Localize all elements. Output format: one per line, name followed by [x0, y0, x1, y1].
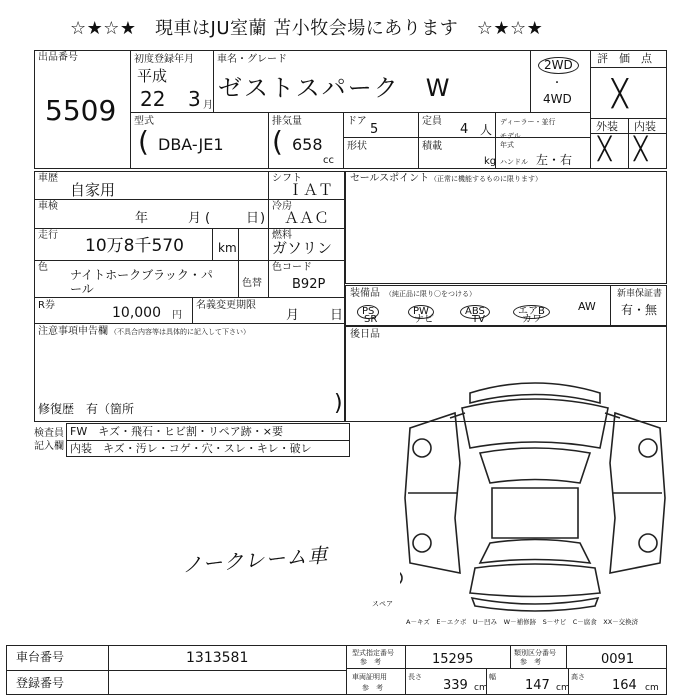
car-rear-bumper	[472, 598, 598, 611]
type-approval-value: 15295	[432, 652, 474, 667]
inspection-month: 月	[188, 211, 202, 226]
usage-value: 自家用	[70, 181, 116, 199]
load-label: 積載	[422, 141, 442, 152]
doors-value: 5	[370, 122, 379, 137]
usage-label: 車歴	[38, 173, 58, 184]
equip-sr: SR	[364, 314, 378, 325]
repair-history: 修復歴 有（箇所	[38, 402, 135, 416]
inspection-year: 年	[135, 211, 149, 226]
header-banner: ☆★☆★ 現車はJU室蘭 苫小牧会場にあります ☆★☆★	[70, 18, 544, 39]
sales-point-label: セールスポイント	[350, 173, 430, 184]
width-label: 幅	[489, 673, 496, 681]
type-approval-sub: 参 考	[360, 658, 381, 666]
car-hood	[462, 399, 608, 448]
category-label: 類別区分番号	[514, 649, 556, 657]
height-label: 高さ	[571, 673, 585, 681]
registration-year: 22	[140, 87, 166, 111]
model-year-label1: モデル	[500, 132, 521, 140]
displacement-label: 排気量	[272, 116, 302, 127]
car-trunk	[470, 564, 600, 597]
car-rear-window	[480, 540, 590, 564]
inspector-label2: 記入欄	[34, 441, 64, 452]
inspection-label: 車検	[38, 201, 58, 212]
warranty-value: 有・無	[621, 303, 658, 317]
notes-label: 注意事項申告欄	[38, 326, 108, 337]
interior-label: 内装	[634, 120, 656, 133]
drive-2wd[interactable]: 2WD	[538, 57, 579, 74]
fuel-label: 燃料	[272, 230, 292, 241]
exterior-label: 外装	[596, 120, 618, 133]
car-spare-tire	[400, 571, 402, 585]
sales-box	[345, 171, 667, 284]
length-label: 長さ	[408, 673, 422, 681]
car-name-label: 車名・グレード	[217, 54, 287, 65]
equip-leather: カワ	[522, 314, 542, 325]
car-windshield	[480, 448, 590, 483]
car-right-front-wheel	[639, 439, 657, 457]
recycle-value: 10,000	[112, 305, 161, 321]
interior-mark: ╳	[634, 137, 648, 162]
notes-sub: （不具合内容等は具体的に記入して下さい）	[110, 328, 250, 336]
inspector-interior: 内装 キズ・汚レ・コゲ・穴・スレ・キレ・破レ	[70, 442, 312, 455]
category-sub: 参 考	[520, 658, 541, 666]
deadline-label: 名義変更期限	[196, 300, 256, 311]
height-unit: cm	[645, 683, 659, 693]
deadline-month: 月	[286, 308, 300, 323]
equip-aw[interactable]: AW	[578, 300, 596, 313]
car-right-rear-wheel	[639, 534, 657, 552]
inspector-fw: FW キズ・飛石・ヒビ割・リペア跡・×要	[70, 425, 283, 438]
lot-label: 出品番号	[38, 52, 78, 63]
equipment-note: （純正品に限り〇をつける）	[385, 290, 476, 298]
mileage-label: 走行	[38, 230, 58, 241]
drive-4wd[interactable]: 4WD	[543, 92, 572, 106]
chassis-label: 車台番号	[16, 650, 65, 664]
aircon-value: ＡＡＣ	[284, 209, 330, 227]
color-change-label: 色替	[242, 278, 262, 289]
length-value: 339	[443, 678, 468, 693]
length-unit: cm	[474, 683, 488, 693]
exterior-mark: ╳	[598, 137, 612, 162]
equip-navi: ナビ	[414, 314, 434, 325]
aircon-label: 冷房	[272, 201, 292, 212]
equip-pw[interactable]: PW	[408, 299, 434, 319]
load-unit: kg	[484, 156, 497, 167]
color-value-line1: ナイトホークブラック・パ	[70, 268, 213, 282]
car-diagram	[400, 368, 670, 618]
shape-label: 形状	[347, 141, 367, 152]
inspection-paren-open: (	[205, 211, 211, 226]
equip-tv: TV	[472, 314, 485, 325]
damage-legend: A－キズ E－エクボ U－凹み W－補修跡 S－サビ C－腐食 XX－交換済	[406, 618, 639, 626]
equip-ps[interactable]: PS	[357, 299, 379, 319]
car-left-front-wheel	[413, 439, 431, 457]
model-bracket-open: (	[138, 125, 149, 158]
registration-month-unit: 月	[203, 100, 213, 111]
car-roof	[492, 488, 578, 538]
inspector-label1: 検査員	[34, 428, 64, 439]
width-value: 147	[525, 678, 550, 693]
type-approval-label: 型式指定番号	[352, 649, 394, 657]
recycle-unit: 円	[172, 310, 182, 321]
recycle-label: R券	[38, 300, 55, 311]
certificate-label: 車両証明用	[352, 673, 387, 681]
doors-label: ドア	[347, 116, 367, 127]
height-value: 164	[612, 678, 637, 693]
handle-label: ハンドル	[500, 158, 528, 166]
car-name: ゼストスパーク W	[218, 74, 452, 102]
repair-bracket-close: )	[334, 391, 343, 416]
chassis-value: 1313581	[186, 650, 249, 666]
displacement-unit: cc	[323, 155, 334, 166]
registration-era: 平成	[137, 67, 168, 85]
model-label: 型式	[134, 116, 154, 127]
deadline-day: 日	[330, 308, 344, 323]
lot-number: 5509	[45, 94, 117, 127]
dealer-label: ディーラー・並行	[500, 118, 556, 126]
capacity-unit: 人	[480, 123, 493, 137]
after-equipment-label: 後日品	[350, 329, 380, 340]
car-front-bumper	[470, 383, 600, 403]
inspection-paren-close: )	[260, 211, 266, 226]
width-unit: cm	[556, 683, 570, 693]
sales-point-note: （正常に機能するものに限ります）	[430, 175, 542, 183]
mileage-value: 10万8千570	[85, 236, 184, 256]
inspection-day: 日	[246, 211, 260, 226]
shift-label: シフト	[272, 173, 302, 184]
registration-label: 初度登録年月	[134, 54, 194, 65]
handwritten-no-claim: ノークレーム車	[181, 542, 330, 578]
drive-dot: ・	[552, 78, 562, 89]
category-value: 0091	[601, 652, 635, 667]
certificate-sub: 参 考	[362, 684, 383, 692]
capacity-label: 定員	[422, 116, 442, 127]
equip-airbag[interactable]: エアB	[513, 299, 550, 319]
displacement-bracket: (	[272, 125, 283, 158]
model-year-label2: 年式	[500, 141, 514, 149]
color-value-line2: ール	[70, 282, 94, 296]
color-label: 色	[38, 262, 48, 273]
spare-label: スペア	[372, 600, 393, 608]
displacement-value: 658	[292, 135, 323, 154]
color-code-label: 色コード	[272, 262, 312, 273]
handle-value: 左・右	[536, 153, 573, 167]
evaluation-mark: ╳	[612, 79, 628, 109]
capacity-value: 4	[460, 122, 469, 137]
evaluation-label: 評 価 点	[597, 52, 652, 65]
mileage-unit: km	[218, 241, 237, 255]
warranty-label: 新車保証書	[617, 289, 663, 299]
plate-label: 登録番号	[16, 676, 65, 690]
registration-month: 3	[188, 87, 201, 111]
car-left-rear-wheel	[413, 534, 431, 552]
equipment-label: 装備品	[350, 288, 380, 299]
model-value: DBA-JE1	[158, 135, 224, 154]
shift-value: ＩＡＴ	[288, 181, 334, 199]
equip-abs[interactable]: ABS	[460, 299, 490, 319]
color-code: B92P	[292, 277, 326, 292]
fuel-value: ガソリン	[272, 239, 333, 257]
